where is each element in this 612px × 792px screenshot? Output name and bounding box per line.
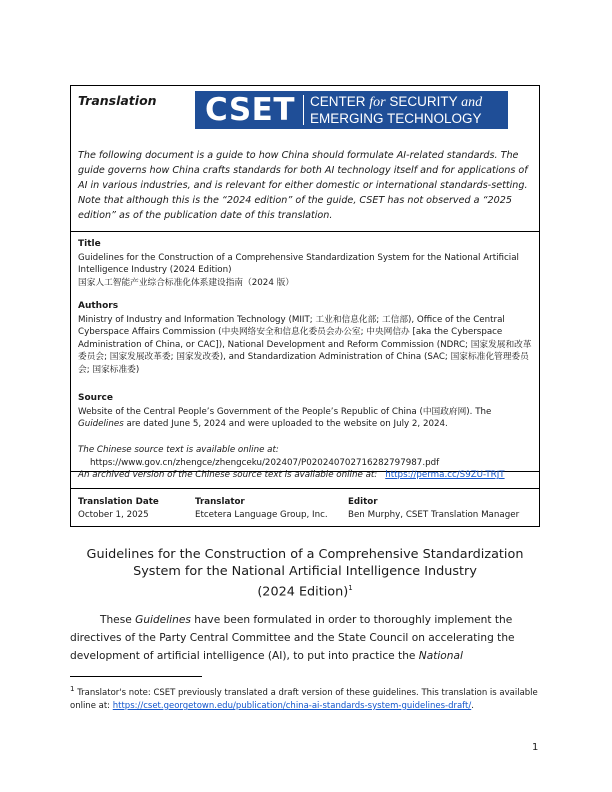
source-text — [78, 406, 533, 431]
footnote-ref[interactable]: 1 — [348, 584, 353, 592]
body-b: have been formulated in order to thoroughly implement the directives of the Party Central Committee and the State Council on accelerating the development of artificial intelligence (AI), to put into practice the — [70, 614, 515, 662]
footnote-rule — [70, 676, 202, 677]
title-field — [78, 238, 533, 289]
footnote-text: Translator's note: CSET previously translated a draft version of these guidelines. This translation is available online at: — [70, 687, 538, 711]
translator-label: Translator — [195, 497, 245, 507]
translation-label: Translation — [78, 93, 157, 108]
body-a: These — [100, 614, 136, 626]
footnote — [70, 682, 542, 713]
logo-line1-c: SECURITY — [385, 93, 462, 109]
logo-text — [310, 94, 482, 127]
logo-mark: CSET — [205, 91, 295, 128]
editor-value: Ben Murphy, CSET Translation Manager — [348, 510, 520, 520]
logo-line1-a: CENTER — [309, 93, 370, 109]
title-line3: (2024 Edition) — [257, 584, 349, 600]
archive-note: An archived version of the Chinese source text is available online at: — [78, 470, 378, 480]
archive-link[interactable]: https://perma.cc/S9ZU-TRJT — [385, 470, 505, 480]
date-value: October 1, 2025 — [78, 510, 149, 520]
page-number: 1 — [532, 742, 539, 753]
cset-logo — [195, 91, 508, 129]
title-line2: System for the National Artificial Intelligence Industry — [133, 564, 477, 579]
title-en: Guidelines for the Construction of a Comprehensive Standardization System for the National Artificial Intelligence Industry (2024 Edition) — [78, 252, 519, 275]
authors-text: Ministry of Industry and Information Technology (MIIT; 工业和信息化部; 工信部), Office of the Central Cyberspace Affairs Commission (中央网络安全和信息化委员会办公室; 中央网信办 [aka the Cyberspace Administration of China, or CAC]), National Development and Reform Commission (NDRC; 国家发展和改革委员会; 国家发展改革委; 国家发改委), and Standardization Administration of China (SAC; 国家标准化管理委员会; 国家标准委) — [78, 314, 532, 375]
source-text-em: Guidelines — [78, 419, 124, 429]
logo-divider — [303, 95, 304, 125]
source-heading: Source — [78, 393, 113, 403]
title-zh: 国家人工智能产业综合标准化体系建设指南（2024 版） — [78, 277, 294, 288]
authors-heading: Authors — [78, 301, 119, 311]
online-note: The Chinese source text is available online at: — [78, 445, 279, 455]
date-col — [78, 496, 195, 522]
title-heading: Title — [78, 239, 101, 249]
editor-label: Editor — [348, 497, 378, 507]
online-url: https://www.gov.cn/zhengce/zhengceku/202407/P020240702716282797987.pdf — [90, 457, 440, 468]
translator-value: Etcetera Language Group, Inc. — [195, 510, 328, 520]
footnote-link[interactable]: https://cset.georgetown.edu/publication/china-ai-standards-system-guidelines-draft/ — [112, 700, 472, 711]
footnote-mark: 1 — [70, 684, 75, 693]
logo-line1-b: for — [369, 94, 386, 110]
source-links — [78, 444, 533, 482]
editor-col — [348, 496, 519, 522]
meta-grid — [78, 496, 533, 522]
body-em: Guidelines — [135, 614, 191, 626]
title-line1: Guidelines for the Construction of a Comprehensive Standardization — [86, 547, 524, 562]
body-paragraph — [70, 611, 542, 665]
date-label: Translation Date — [78, 497, 159, 507]
footnote-end: . — [471, 700, 474, 711]
details-section — [71, 232, 539, 472]
source-field — [78, 392, 533, 431]
logo-line2: EMERGING TECHNOLOGY — [309, 110, 482, 126]
source-text-a: Website of the Central People’s Government of the People’s Republic of China (中国政府网). The — [78, 406, 492, 417]
document-title — [70, 546, 540, 600]
header-section — [71, 86, 539, 232]
body-em2: National — [418, 650, 463, 662]
authors-field — [78, 300, 533, 376]
translator-col — [195, 496, 348, 522]
intro-text: The following document is a guide to how China should formulate AI-related standards. The guide governs how China crafts standards for both AI technology itself and for applications of AI in various industries, and is relevant for either domestic or international standards-setting. Note that although this is the “2024 edition” of the guide, CSET has not observed a “2025 edition” as of the publication date of this translation. — [78, 150, 528, 221]
source-text-b: are dated June 5, 2024 and were uploaded to the website on July 2, 2024. — [123, 419, 448, 429]
logo-line1-d: and — [461, 94, 483, 110]
info-box — [70, 85, 540, 527]
